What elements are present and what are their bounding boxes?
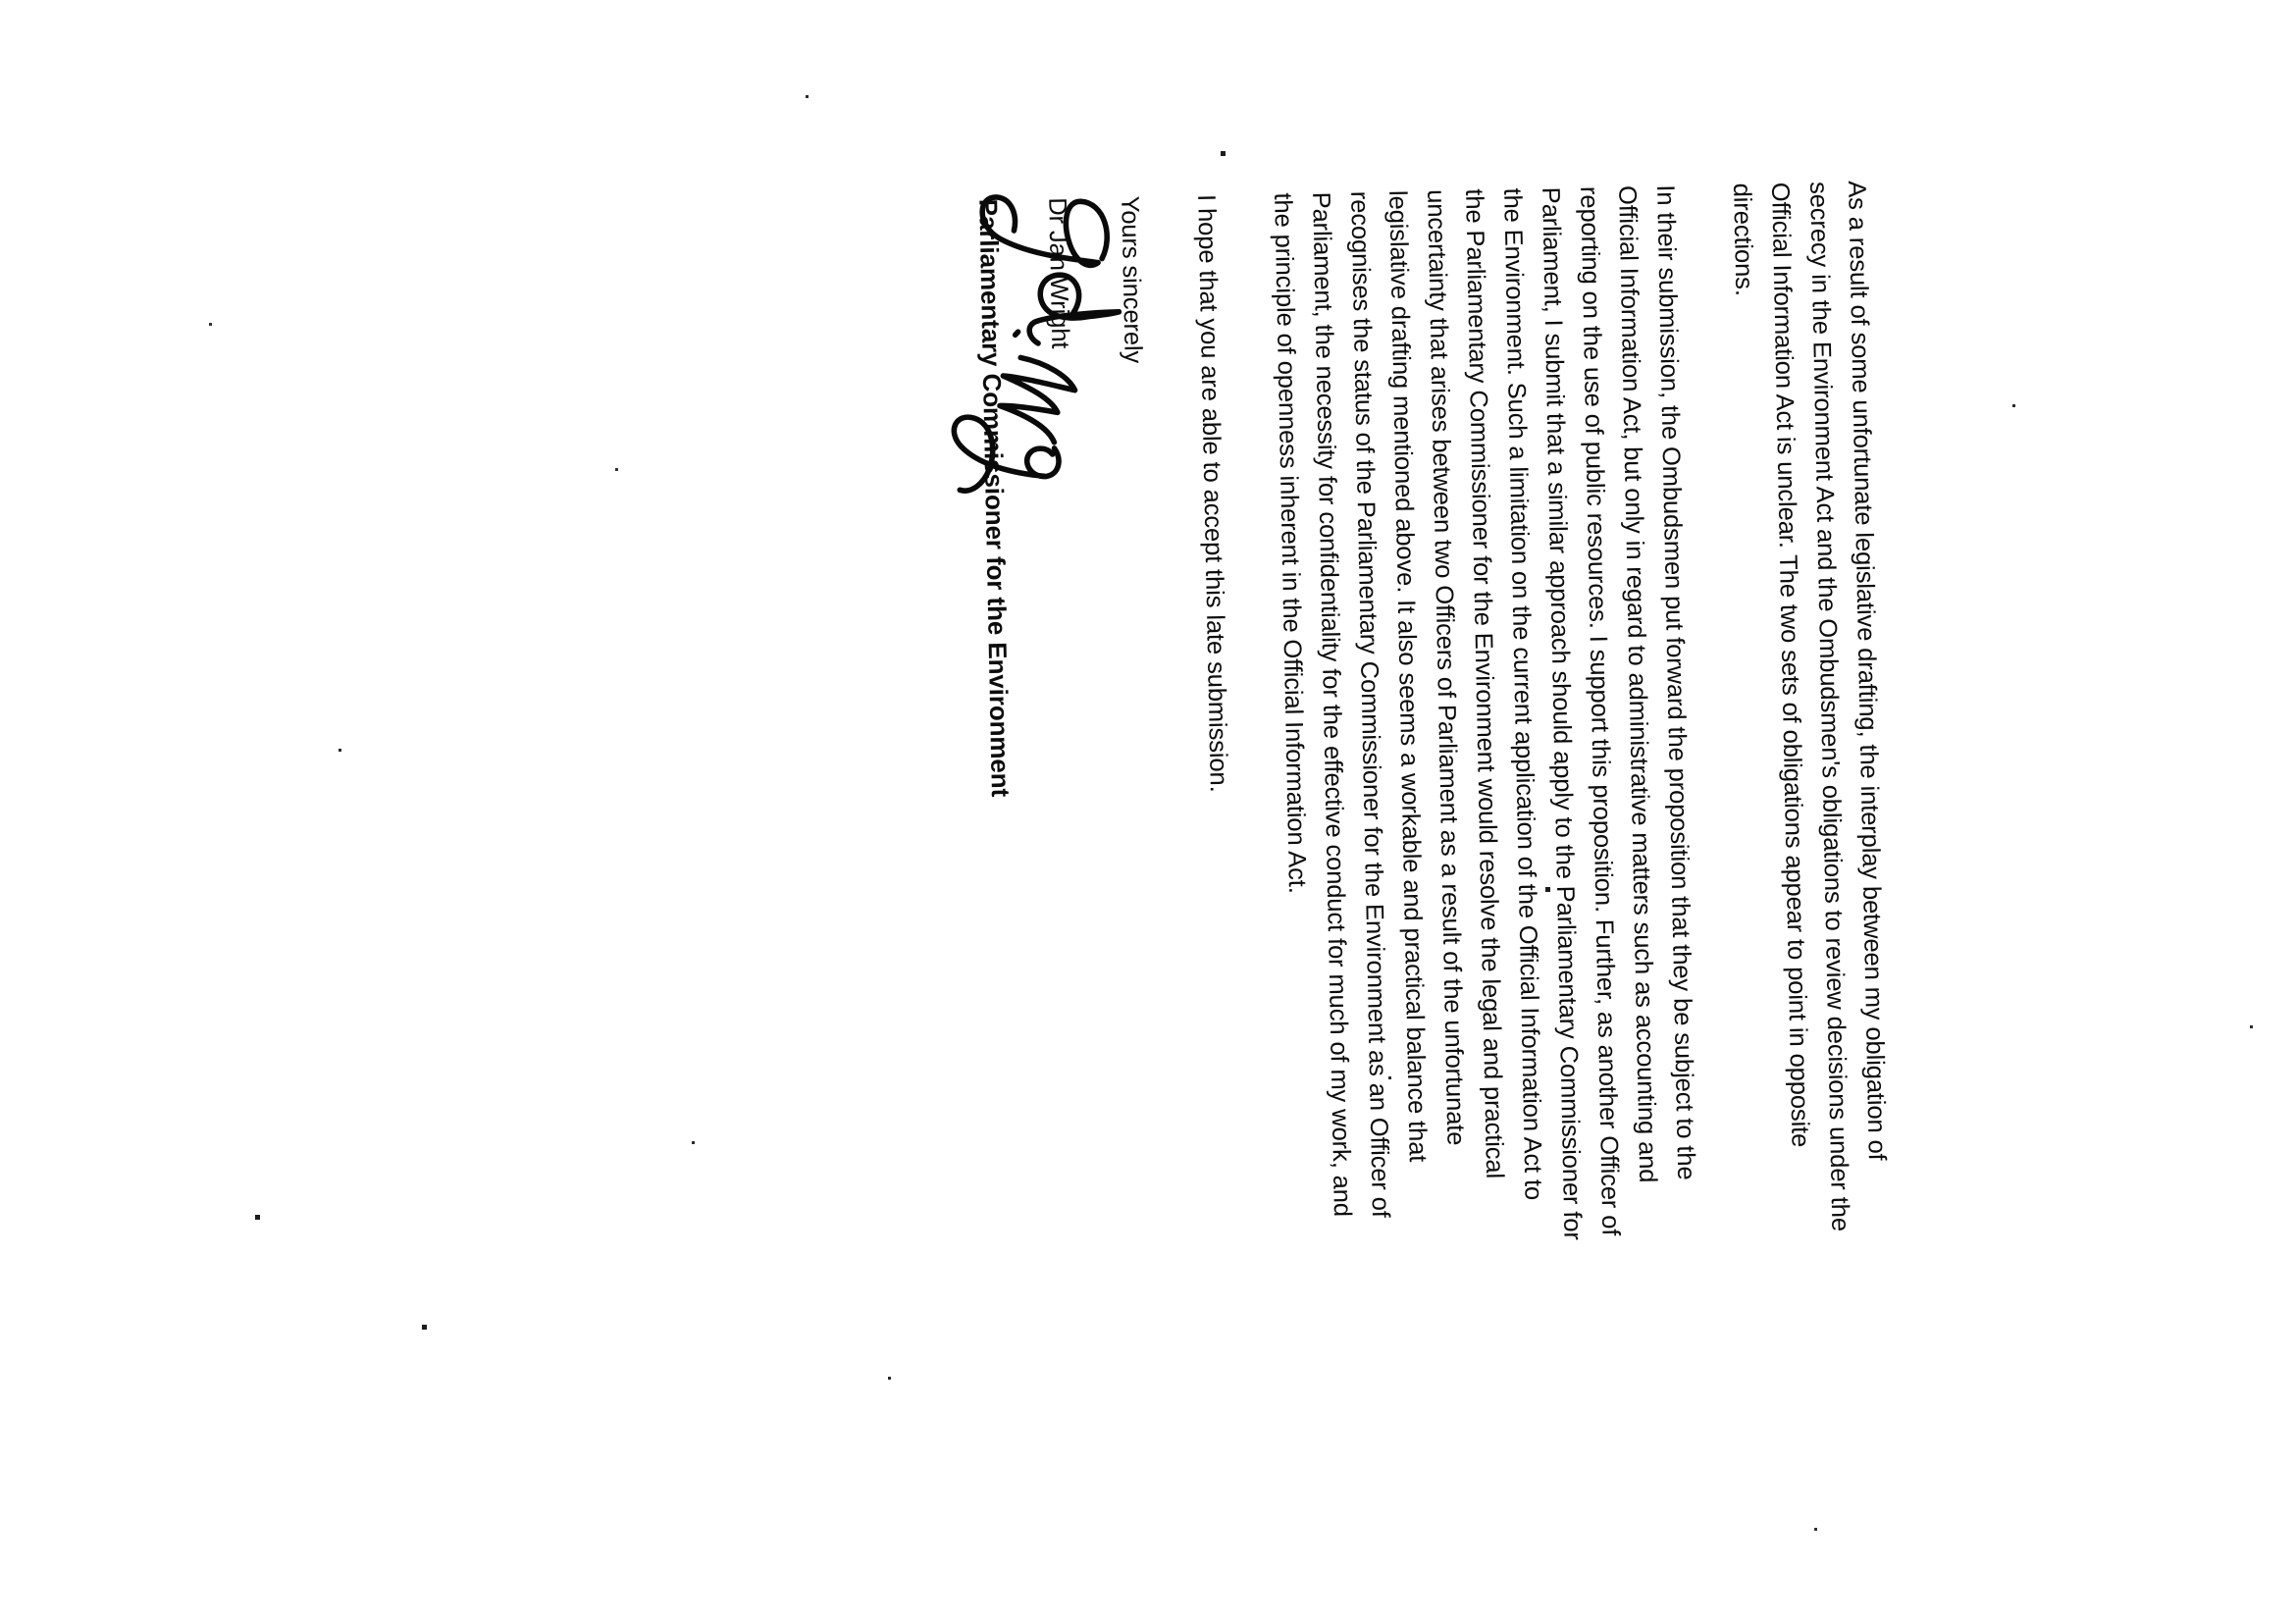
scan-speckles — [0, 0, 1, 1]
signatory-title: Parliamentary Commissioner for the Environment — [973, 198, 1016, 798]
paragraph-late-submission: I hope that you are able to accept this late submission. — [1192, 193, 1232, 793]
paragraph-secrecy-interplay: As a result of some unfortunate legislative drafting, the interplay between my obligation of secrecy in the Environment Act and the Ombudsmen's obligations to review decisions under the Official Information Act is unclear. The two sets of obligations appear to point in opposite directions. — [1728, 180, 1891, 1232]
signatory-name: Dr Jan Wright — [1043, 196, 1074, 349]
handwritten-signature — [924, 171, 1141, 512]
paragraph-ombudsmen-submission: In their submission, the Ombudsmen put forward the proposition that they be subject to the Official Information Act, but only in regard to administrative matters such as accounting and reporting on the use of public resources. I support this proposition. Further, as another Officer of Parliament, I submit that a similar approach should apply to the Parliamentary Commissioner for the Environment. Such a limitation on the current application of the Official Information Act to the Parliamentary Commissioner for the Environment would resolve the legal and practical uncertainty that arises between two Officers of Parliament as a result of the unfortunate legislative drafting mentioned above. It also seems a workable and practical balance that recognises the status of the Parliamentary Commissioner for the Environment as an Officer of Parliament, the necessity for confidentiality for the effective conduct for much of my work, and the principle of openness inherent in the Official Information Act. — [1269, 184, 1700, 1241]
closing-salutation: Yours sincerely — [1116, 195, 1147, 364]
